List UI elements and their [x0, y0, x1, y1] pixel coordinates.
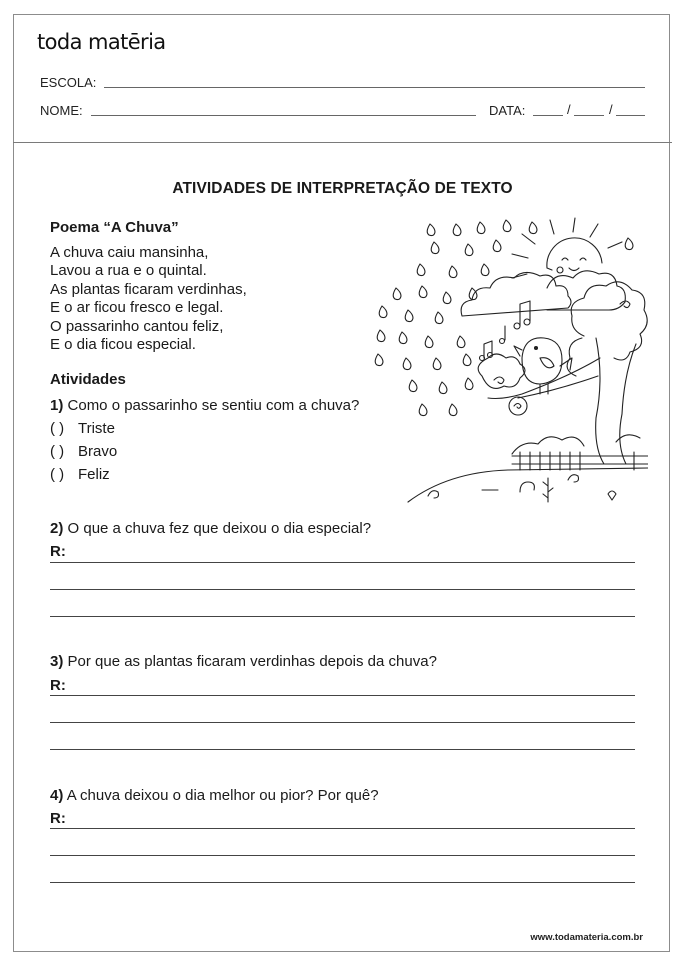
raindrop — [377, 330, 385, 342]
date-label: DATA: — [489, 103, 526, 118]
raindrop — [379, 306, 387, 318]
raindrop — [439, 382, 447, 394]
question-2 — [50, 520, 371, 537]
poem-line: O passarinho cantou feliz, — [50, 317, 224, 335]
name-field[interactable] — [91, 115, 476, 116]
raindrop — [435, 312, 443, 324]
answer-line[interactable] — [50, 562, 635, 563]
school-label: ESCOLA: — [40, 75, 97, 90]
raindrop — [449, 266, 457, 278]
raindrop — [403, 358, 411, 370]
raindrop — [433, 358, 441, 370]
poem-line: A chuva caiu mansinha, — [50, 244, 209, 261]
option-triste[interactable] — [50, 420, 115, 437]
answer-label: R: — [50, 543, 66, 560]
question-text: A chuva deixou o dia melhor ou pior? Por quê? — [66, 787, 379, 804]
option-checkbox[interactable]: ( ) — [50, 420, 65, 437]
raindrop — [419, 404, 427, 416]
question-number: 3) — [50, 653, 64, 670]
raindrop — [529, 222, 537, 234]
answer-line[interactable] — [50, 722, 635, 723]
raindrop — [465, 244, 473, 256]
raindrop — [457, 336, 465, 348]
option-checkbox[interactable]: ( ) — [50, 443, 65, 460]
raindrop — [493, 240, 501, 252]
raindrop — [393, 288, 401, 300]
option-label: Feliz — [78, 466, 110, 483]
raindrop — [409, 380, 417, 392]
date-day-field[interactable] — [533, 115, 563, 116]
header-divider — [13, 142, 672, 143]
option-bravo[interactable] — [50, 443, 117, 460]
raindrop — [465, 378, 473, 390]
hill-icon — [408, 468, 648, 502]
answer-label: R: — [50, 810, 66, 827]
raindrop — [427, 224, 435, 236]
question-text: Por que as plantas ficaram verdinhas depois da chuva? — [67, 653, 437, 670]
raindrop — [431, 242, 439, 254]
footer-url: www.todamateria.com.br — [530, 932, 643, 943]
date-month-field[interactable] — [574, 115, 604, 116]
option-label: Triste — [78, 420, 115, 437]
answer-line[interactable] — [50, 695, 635, 696]
sun-icon — [512, 218, 622, 278]
raindrop — [481, 264, 489, 276]
poem-line: E o ar ficou fresco e legal. — [50, 299, 224, 317]
raindrop — [503, 220, 511, 232]
question-number: 4) — [50, 787, 64, 804]
poem-line: Lavou a rua e o quintal. — [50, 262, 207, 280]
question-1 — [50, 397, 359, 414]
school-field[interactable] — [104, 87, 645, 88]
question-number: 2) — [50, 520, 64, 537]
option-label: Bravo — [78, 443, 118, 460]
logo: toda matēria — [37, 30, 166, 54]
poem-title: Poema “A Chuva” — [50, 219, 179, 236]
raindrop — [405, 310, 413, 322]
raindrop — [469, 288, 477, 300]
activities-title: Atividades — [50, 371, 126, 388]
answer-line[interactable] — [50, 882, 635, 883]
cloud-icon — [461, 271, 625, 316]
name-label: NOME: — [40, 103, 83, 118]
question-text: Como o passarinho se sentiu com a chuva? — [67, 397, 360, 414]
rain-tree-bird-illustration — [372, 208, 648, 504]
raindrop — [443, 292, 451, 304]
raindrop — [375, 354, 383, 366]
raindrop — [425, 336, 433, 348]
poem-line: E o dia ficou especial. — [50, 336, 196, 354]
raindrop — [625, 238, 633, 250]
date-separator: / — [567, 102, 571, 117]
poem-text — [50, 244, 247, 354]
question-4 — [50, 787, 379, 804]
fence-bushes-icon — [512, 435, 648, 470]
answer-label: R: — [50, 677, 66, 694]
raindrop — [449, 404, 457, 416]
answer-line[interactable] — [50, 589, 635, 590]
question-number: 1) — [50, 397, 64, 414]
raindrop — [419, 286, 427, 298]
raindrop — [453, 224, 461, 236]
raindrop — [417, 264, 425, 276]
option-feliz[interactable] — [50, 466, 110, 483]
music-notes-icon — [480, 301, 531, 361]
answer-line[interactable] — [50, 855, 635, 856]
answer-line[interactable] — [50, 828, 635, 829]
raindrop — [463, 354, 471, 366]
raindrop — [399, 332, 407, 344]
answer-line[interactable] — [50, 616, 635, 617]
raindrop — [477, 222, 485, 234]
date-year-field[interactable] — [616, 115, 645, 116]
question-text: O que a chuva fez que deixou o dia especial? — [67, 520, 372, 537]
answer-line[interactable] — [50, 749, 635, 750]
option-checkbox[interactable]: ( ) — [50, 466, 65, 483]
page-title: ATIVIDADES DE INTERPRETAÇÃO DE TEXTO — [172, 180, 513, 197]
date-separator: / — [609, 102, 613, 117]
question-3 — [50, 653, 437, 670]
poem-line: As plantas ficaram verdinhas, — [50, 280, 247, 298]
